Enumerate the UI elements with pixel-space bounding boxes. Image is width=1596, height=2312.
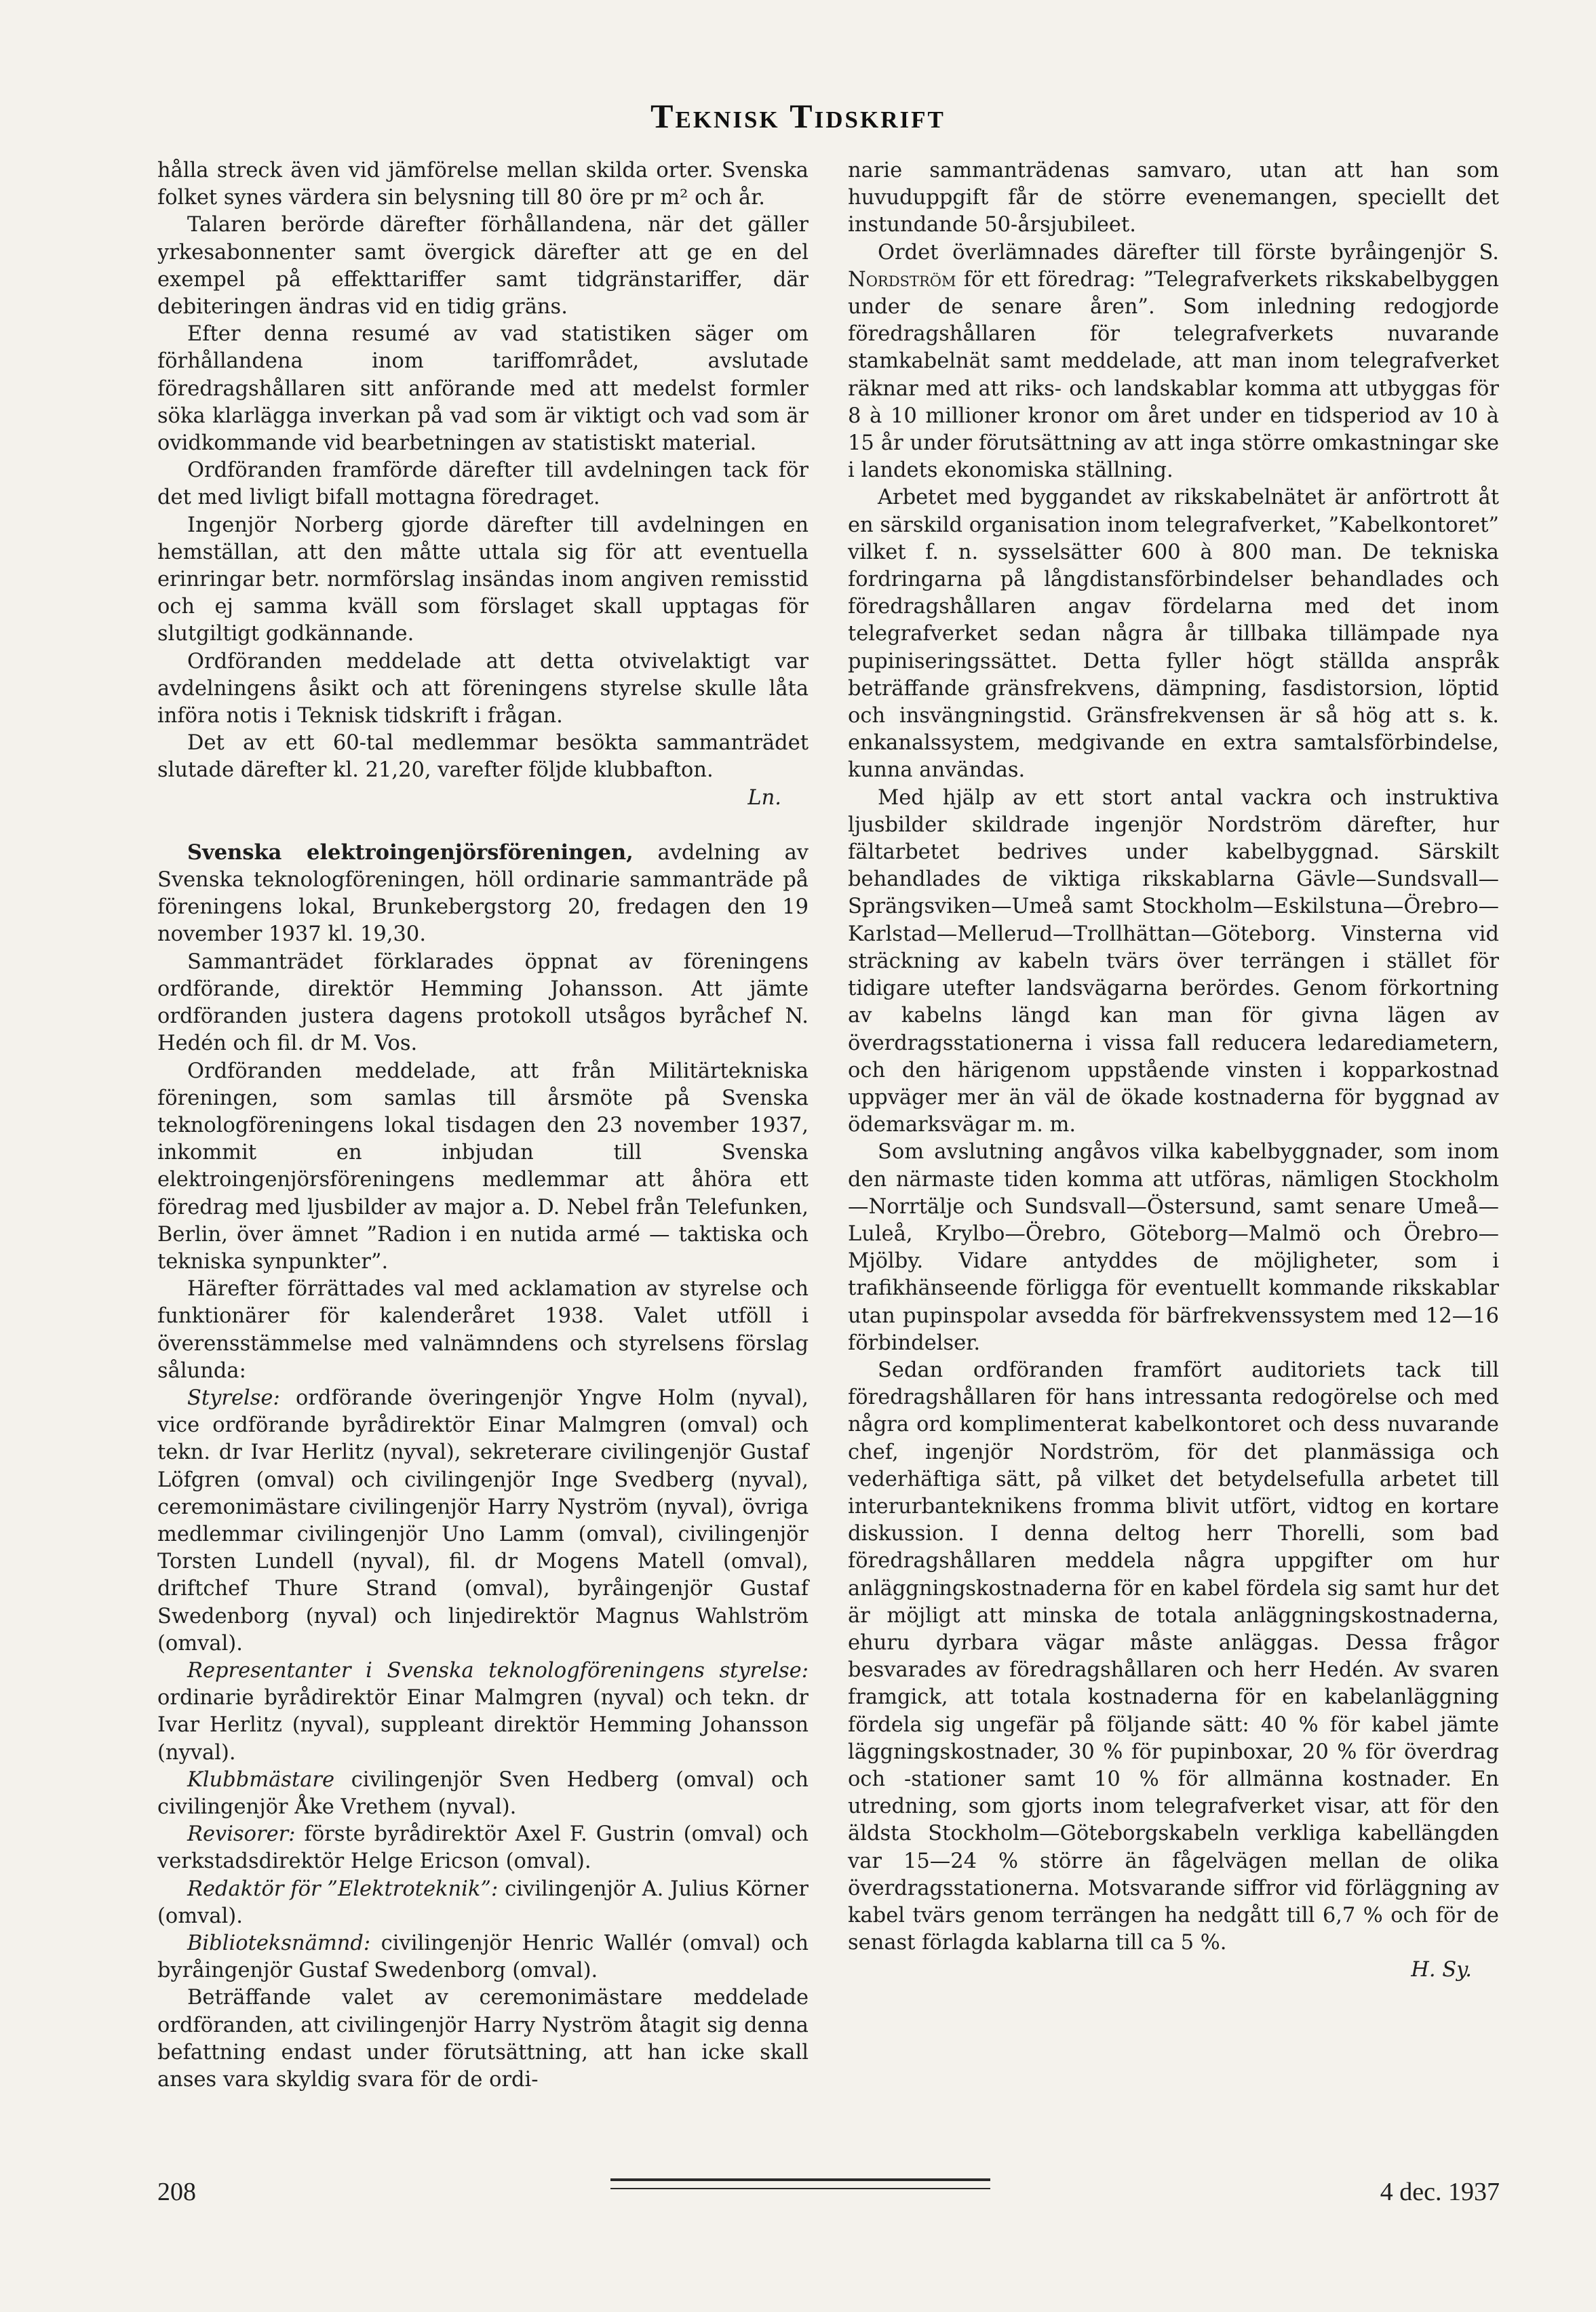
paragraph: Arbetet med byggandet av rikskabelnätet är anförtrott åt en särskild organisation inom telegrafverket, ”Kabelkontoret” vilket f. n. sysselsätter 600 à 800 man. De tekniska fordringarna på långdistansförbindelser behandlades och föredragshållaren angav fördelarna med det inom telegrafverket sedan några år tillbaka tillämpade nya pupiniseringssättet. Detta fyller högt ställda anspråk beträffande gränsfrekvens, dämpning, fasdistorsion, löptid och insvängningstid. Gränsfrekvensen är så hög att s. k. enkanalssystem, medgivande en extra samtalsförbindelse, kunna användas. xyxy=(848,486,1499,783)
author-signature: Ln. xyxy=(747,785,781,810)
entry-label: Biblioteksnämnd: xyxy=(187,1932,371,1955)
entry-label: Redaktör för ”Elektroteknik”: xyxy=(187,1877,499,1901)
entry-label: Revisorer: xyxy=(187,1822,296,1847)
paragraph: Ordföranden framförde därefter till avdelningen tack för det med livligt bifall mottagna föredraget. xyxy=(157,458,809,510)
entry-text: civilingenjör Henric Wallér (omval) och byråingenjör Gustaf Swedenborg (omval). xyxy=(157,1932,809,1983)
entry-text: förste byrådirektör Axel F. Gustrin (omval) och verkstadsdirektör Helge Ericson (omval). xyxy=(157,1822,809,1874)
author-signature: H. Sy. xyxy=(1411,1958,1472,1982)
entry-text: civilingenjör A. Julius Körner (omval). xyxy=(157,1877,809,1928)
issue-date: 4 dec. 1937 xyxy=(1380,2178,1500,2206)
election-entry xyxy=(157,1930,809,1984)
speaker-name: Nordström xyxy=(848,267,956,292)
paragraph: Efter denna resumé av vad statistiken säger om förhållandena inom tariffområdet, avslutade föredragshållaren sitt anförande med att medelst formler söka klarlägga inverkan på vad som är viktigt och vad som är ovidkommande vid bearbetningen av statistiskt material. xyxy=(157,322,809,456)
paragraph: Ordföranden meddelade att detta otvivelaktigt var avdelningens åsikt och att föreningens styrelse skulle låta införa notis i Teknisk tidskrift i frågan. xyxy=(157,649,809,728)
paragraph: Ingenjör Norberg gjorde därefter till avdelningen en hemställan, att den måtte uttala sig för att eventuella erinringar betr. normförslag insändas inom angiven remisstid och ej samma kväll som förslaget skall upptagas för slutgiltigt godkännande. xyxy=(157,513,809,646)
paragraph-text: för ett föredrag: ”Telegrafverkets rikskabelbyggen under de senare åren”. Som inledning redogjorde föredragshållaren för telegrafverkets nuvarande stamkabelnät samt meddelade, att man inom telegrafverket räknar med att riks- och landskablar komma att utbyggas för 8 à 10 millioner kronor om året under en tidsperiod av 10 à 15 år under förutsättning av att inga större omkastningar ske i landets ekonomiska ställning. xyxy=(848,267,1499,483)
paragraph: Härefter förrättades val med acklamation av styrelse och funktionärer för kalenderåret 1938. Valet utföll i överensstämmelse med valnämndens och styrelsens förslag sålunda: xyxy=(157,1277,809,1383)
entry-label: Klubbmästare xyxy=(187,1767,335,1792)
entry-text: civilingenjör Sven Hedberg (omval) och civilingenjör Åke Vrethem (nyval). xyxy=(157,1767,809,1819)
election-entry xyxy=(157,1385,809,1658)
left-column xyxy=(157,157,809,2094)
entry-text: ordinarie byrådirektör Einar Malmgren (nyval) och tekn. dr Ivar Herlitz (nyval), suppleant direktör Hemming Johansson (nyval). xyxy=(157,1686,809,1765)
election-entry xyxy=(157,1658,809,1767)
entry-label: Representanter i Svenska teknologföreningens styrelse: xyxy=(187,1658,809,1683)
paragraph: Sammanträdet förklarades öppnat av föreningens ordförande, direktör Hemming Johansson. Att jämte ordföranden justera dagens protokoll utsågos byråchef N. Hedén och fil. dr M. Vos. xyxy=(157,949,809,1056)
section-intro: avdelning av Svenska teknologföreningen, höll ordinarie sammanträde på föreningens lokal, Brunkebergstorg 20, fredagen den 19 november 1937 kl. 19,30. xyxy=(157,840,809,947)
paragraph: Talaren berörde därefter förhållandena, när det gäller yrkesabonnenter samt övergick därefter att ge en del exempel på effekttariffer samt tidgränstariffer, där debiteringen ändras vid en tidig gräns. xyxy=(157,213,809,319)
section-gap xyxy=(157,812,809,839)
paragraph: hålla streck även vid jämförelse mellan skilda orter. Svenska folket synes värdera sin belysning till 80 öre pr m² och år. xyxy=(157,159,809,210)
paragraph xyxy=(848,239,1499,485)
journal-header: Teknisk Tidskrift xyxy=(650,97,946,135)
footer-divider xyxy=(610,2178,990,2189)
right-column xyxy=(848,157,1499,1984)
page-number: 208 xyxy=(157,2178,196,2206)
paragraph: Som avslutning angåvos vilka kabelbyggnader, som inom den närmaste tiden komma att utföras, nämligen Stockholm—Norrtälje och Sundsvall—Östersund, samt senare Umeå—Luleå, Krylbo—Örebro, Göteborg—Malmö och Örebro—Mjölby. Vidare antyddes de möjligheter, som i trafikhänseende förligga för eventuellt kommande rikskablar utan pupinspolar avsedda för bärfrekvenssystem med 12—16 förbindelser. xyxy=(848,1140,1499,1355)
paragraph: Det av ett 60-tal medlemmar besökta sammanträdet slutade därefter kl. 21,20, varefter följde klubbafton. xyxy=(157,731,809,783)
paragraph: Med hjälp av ett stort antal vackra och instruktiva ljusbilder skildrade ingenjör Nordström därefter, hur fältarbetet bedrives under kabelbyggnad. Särskilt behandlades de viktiga rikskablarna Gävle—Sundsvall—Sprängsviken—Umeå samt Stockholm—Eskilstuna—Örebro—Karlstad—Mellerud—Trollhättan—Göteborg. Vinsterna vid sträckning av kabeln tvärs över terrängen i stället för tidigare utefter landsvägarna berördes. Genom förkortning av kabelns längd kan man för givna lägen av överdragsstationerna i vissa fall reducera ledarediametern, och den härigenom uppstående vinsten i kopparkostnad uppväger mer än väl de ökade kostnaderna för byggnad av ödemarksvägar m. m. xyxy=(848,785,1499,1137)
section-paragraph xyxy=(157,839,809,949)
section-title: Svenska elektroingenjörsföreningen, xyxy=(187,840,634,865)
entry-label: Styrelse: xyxy=(187,1386,280,1410)
entry-text: ordförande överingenjör Yngve Holm (nyval), vice ordförande byrådirektör Einar Malmgren (omval) och tekn. dr Ivar Herlitz (nyval), sekreterare civilingenjör Gustaf Löfgren (omval) och civilingenjör Inge Svedberg (nyval), ceremonimästare civilingenjör Harry Nyström (nyval), övriga medlemmar civilingenjör Uno Lamm (omval), civilingenjör Torsten Lundell (nyval), fil. dr Mogens Matell (omval), driftchef Thure Strand (omval), byråingenjör Gustaf Swedenborg (nyval) och linjedirektör Magnus Wahlström (omval). xyxy=(157,1386,809,1655)
paragraph: narie sammanträdenas samvaro, utan att han som huvuduppgift får de större evenemangen, speciellt det instundande 50-årsjubileet. xyxy=(848,159,1499,237)
paragraph: Beträffande valet av ceremonimästare meddelade ordföranden, att civilingenjör Harry Nyström åtagit sig denna befattning endast under förutsättning, att han icke skall anses vara skyldig svara för de ordi- xyxy=(157,1986,809,2092)
election-entry xyxy=(157,1767,809,1821)
election-entry xyxy=(157,1876,809,1930)
paragraph: Ordföranden meddelade, att från Militärtekniska föreningen, som samlas till årsmöte på Svenska teknologföreningens lokal tisdagen den 23 november 1937, inkommit en inbjudan till Svenska elektroingenjörsföreningens medlemmar att åhöra ett föredrag med ljusbilder av major a. D. Nebel från Telefunken, Berlin, över ämnet ”Radion i en nutida armé — taktiska och tekniska synpunkter”. xyxy=(157,1059,809,1274)
election-entry xyxy=(157,1821,809,1875)
paragraph: Sedan ordföranden framfört auditoriets tack till föredragshållaren för hans intressanta redogörelse och med några ord komplimenterat kabelkontoret och dess nuvarande chef, ingenjör Nordström, för det planmässiga och vederhäftiga sätt, på vilket det betydelsefulla arbetet till interurbanteknikens fromma blivit utfört, vidtog en kortare diskussion. I denna deltog herr Thorelli, som bad föredragshållaren meddela några uppgifter om hur anläggningskostnaderna för en kabel fördela sig samt hur det är möjligt att minska de totala anläggningskostnaderna, ehuru dyrbara vägar måste anläggas. Dessa frågor besvarades av föredragshållaren och herr Hedén. Av svaren framgick, att totala kostnaderna för en kabelanläggning fördela sig ungefär på följande sätt: 40 % för kabel jämte läggningskostnader, 30 % för pupinboxar, 20 % för överdrag och -stationer samt 10 % för allmänna kostnader. En utredning, som gjorts inom telegrafverket visar, att för den äldsta Stockholm—Göteborgskabeln verkliga kabellängden var 15—24 % större än fågelvägen mellan de olika överdragsstationerna. Motsvarande siffror vid förläggning av kabel tvärs genom terrängen ha nedgått till 6,7 % och för de senast förlagda kablarna till ca 5 %. xyxy=(848,1358,1499,1955)
paragraph-text: Ordet överlämnades därefter till förste byråingenjör S. xyxy=(878,240,1499,264)
